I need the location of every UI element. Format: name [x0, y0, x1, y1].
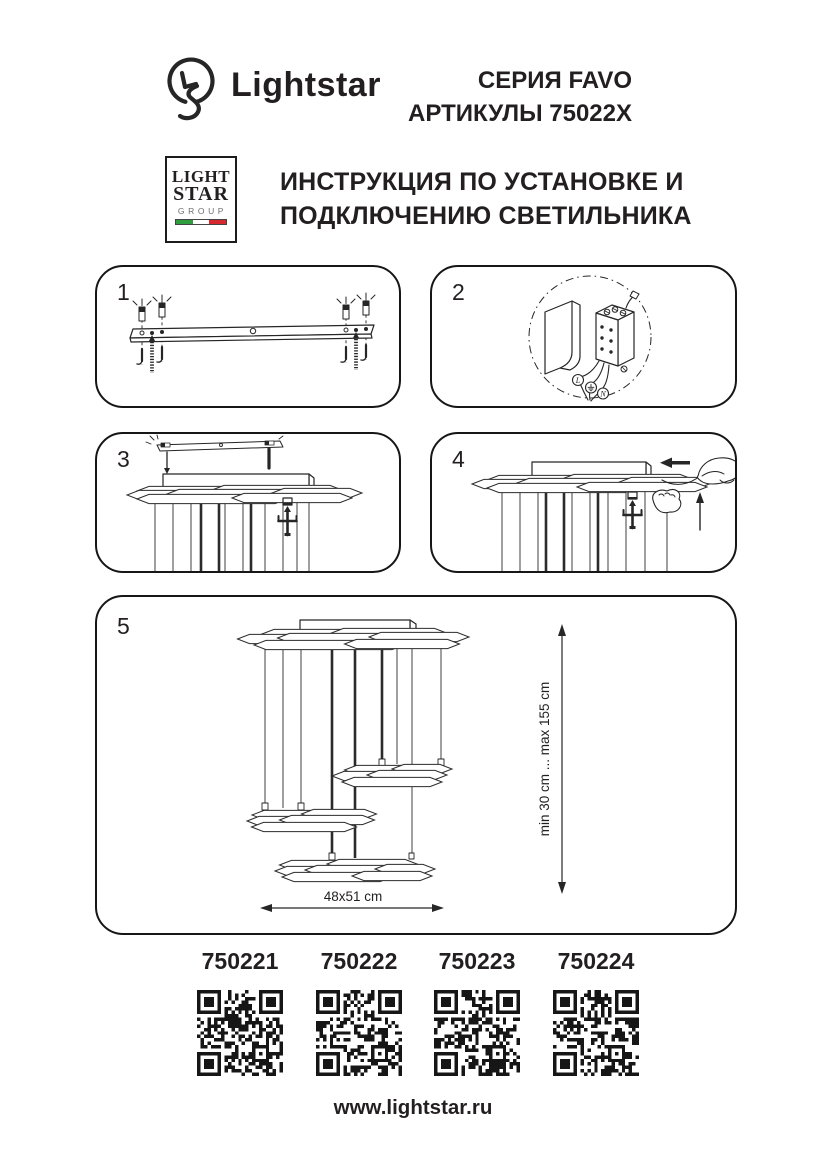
flag-green [176, 220, 193, 224]
step-panel-3 [95, 432, 401, 573]
article-code: 750223 [438, 948, 516, 974]
dimensions-drawing [97, 597, 735, 933]
series-name: СЕРИЯ FAVO [477, 67, 632, 94]
article-code: 750221 [201, 948, 279, 974]
series-title-block [408, 64, 632, 130]
title-line-1: ИНСТРУКЦИЯ ПО УСТАНОВКЕ И [280, 168, 684, 196]
step-panel-5 [95, 595, 737, 935]
title-line-2: ПОДКЛЮЧЕНИЮ СВЕТИЛЬНИКА [280, 201, 692, 230]
width-label: 48x51 cm [323, 889, 383, 904]
group-logo [165, 156, 237, 243]
wire-label-live: L [575, 376, 581, 385]
hang-fixture-drawing [97, 434, 399, 571]
canopy-fix-drawing [432, 434, 735, 571]
qr-code [197, 990, 283, 1076]
mounting-plate-drawing [97, 267, 399, 406]
group-logo-star: STAR [173, 183, 229, 205]
italy-flag [175, 219, 227, 225]
step-panel-2 [430, 265, 737, 408]
group-logo-group: GROUP [177, 206, 228, 216]
step-number: 1 [117, 279, 130, 305]
bulb-icon [160, 54, 226, 140]
article-code: 750222 [320, 948, 398, 974]
article-code: 750224 [557, 948, 635, 974]
step-number: 3 [117, 446, 130, 472]
step-number: 2 [452, 279, 465, 305]
height-range-label: min 30 cm ... max 155 cm [537, 681, 552, 837]
article-series: АРТИКУЛЫ 75022X [408, 100, 632, 127]
wire-label-neutral: N [600, 389, 606, 399]
brand-wordmark: Lightstar [231, 66, 381, 104]
group-logo-light: LIGHT [171, 167, 231, 186]
flag-red [209, 220, 226, 224]
website-url: www.lightstar.ru [333, 1096, 493, 1119]
qr-code [434, 990, 520, 1076]
step-number: 5 [117, 613, 130, 639]
instruction-title [280, 166, 692, 233]
qr-code [553, 990, 639, 1076]
qr-code [316, 990, 402, 1076]
flag-white [193, 220, 210, 224]
wiring-connection-drawing [432, 267, 735, 406]
step-panel-4 [430, 432, 737, 573]
step-panel-1 [95, 265, 401, 408]
step-number: 4 [452, 446, 465, 472]
